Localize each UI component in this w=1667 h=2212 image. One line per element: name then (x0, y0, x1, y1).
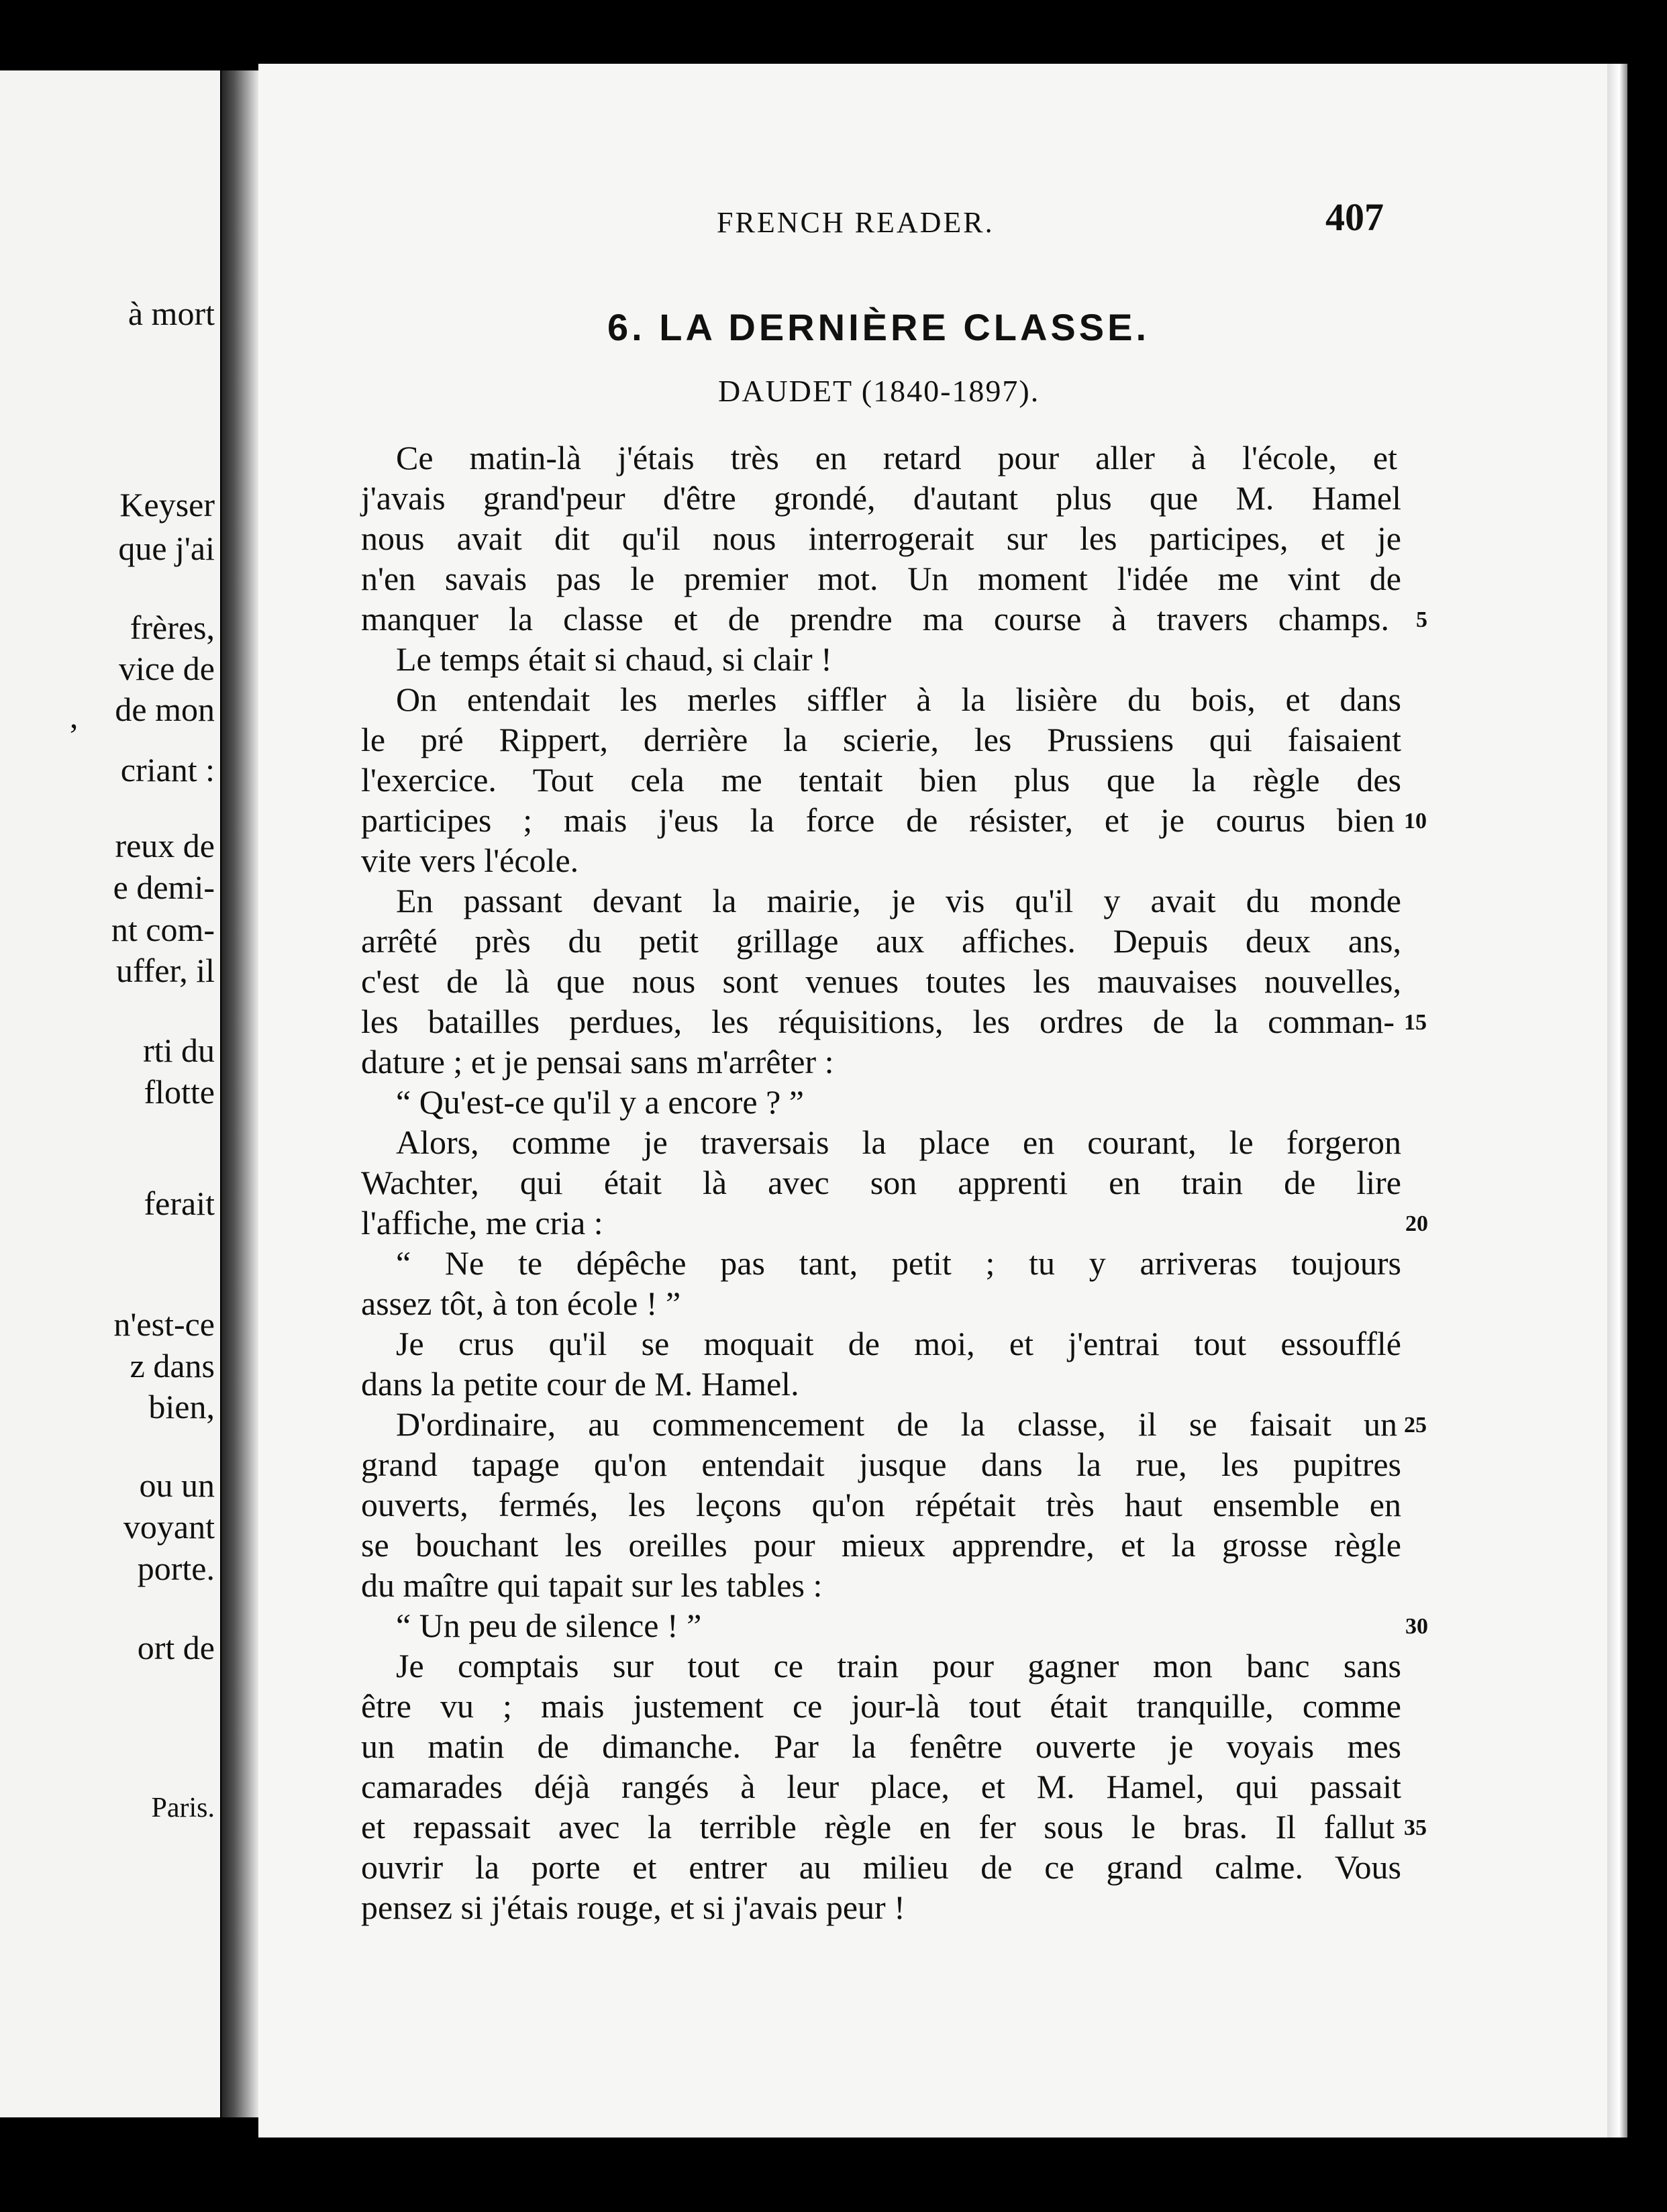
chapter-title: 6. LA DERNIÈRE CLASSE. (607, 306, 1150, 348)
text-line: être vu ; mais justement ce jour-là tout était tranquille, comme (361, 1687, 1401, 1725)
left-page-fragment: frères, (130, 609, 215, 646)
text-line: En passant devant la mairie, je vis qu'il y avait du monde (396, 882, 1401, 919)
page-edge (1607, 64, 1627, 2138)
line-number: 25 (1404, 1413, 1427, 1438)
line-number: 20 (1405, 1211, 1428, 1236)
text-line: pensez si j'étais rouge, et si j'avais peur ! (361, 1889, 905, 1926)
left-page-fragment: de mon (115, 691, 215, 728)
text-line: assez tôt, à ton école ! ” (361, 1285, 681, 1322)
book-gutter (221, 70, 258, 2117)
text-line: se bouchant les oreilles pour mieux apprendre, et la grosse règle (361, 1526, 1401, 1564)
text-line: dans la petite cour de M. Hamel. (361, 1365, 799, 1403)
left-page-fragment: voyant (123, 1508, 215, 1546)
left-page-fragment: que j'ai (118, 530, 215, 567)
left-page-fragment: e demi- (113, 868, 215, 906)
left-page-fragment: criant : (120, 751, 215, 789)
left-page-fragment: porte. (137, 1550, 215, 1587)
left-page-fragment: nt com- (111, 911, 215, 948)
text-line: On entendait les merles siffler à la lisière du bois, et dans (396, 681, 1401, 718)
left-page-fragment: rti du (143, 1032, 215, 1069)
text-line: “ Ne te dépêche pas tant, petit ; tu y arriveras toujours (396, 1244, 1401, 1282)
line-number: 30 (1405, 1614, 1428, 1639)
text-line: n'en savais pas le premier mot. Un moment l'idée me vint de (361, 560, 1401, 597)
text-line: Ce matin-là j'étais très en retard pour aller à l'école, et (396, 439, 1397, 476)
text-line: arrêté près du petit grillage aux affiches. Depuis deux ans, (361, 922, 1401, 960)
left-page-fragment: vice de (119, 650, 215, 687)
text-line: “ Un peu de silence ! ” (396, 1607, 702, 1644)
text-line: manquer la classe et de prendre ma course à travers champs. (361, 600, 1389, 638)
line-number: 10 (1404, 809, 1427, 834)
running-header: FRENCH READER. (717, 206, 995, 239)
text-line: l'affiche, me cria : (361, 1204, 603, 1242)
text-line: un matin de dimanche. Par la fenêtre ouverte je voyais mes (361, 1727, 1401, 1765)
text-line: vite vers l'école. (361, 842, 579, 879)
text-line: “ Qu'est-ce qu'il y a encore ? ” (396, 1083, 804, 1121)
left-page-fragment: à mort (128, 295, 215, 332)
text-line: nous avait dit qu'il nous interrogerait sur les participes, et je (361, 519, 1401, 557)
text-line: ouvrir la porte et entrer au milieu de ce grand calme. Vous (361, 1848, 1401, 1886)
left-page-fragment: bien, (148, 1388, 215, 1425)
text-line: Je comptais sur tout ce train pour gagner mon banc sans (396, 1647, 1401, 1685)
left-page-fragment: n'est-ce (113, 1305, 215, 1343)
text-line: Wachter, qui était là avec son apprenti en train de lire (361, 1164, 1401, 1201)
left-page-fragment: flotte (144, 1073, 215, 1111)
text-line: Je crus qu'il se moquait de moi, et j'entrai tout essoufflé (396, 1325, 1401, 1362)
line-number: 35 (1404, 1815, 1427, 1840)
line-number: 5 (1416, 607, 1427, 632)
left-page-fragment: uffer, il (115, 952, 215, 989)
left-page-fragment: reux de (115, 827, 215, 864)
text-line: du maître qui tapait sur les tables : (361, 1566, 823, 1604)
line-number: 15 (1404, 1010, 1427, 1035)
text-line: j'avais grand'peur d'être grondé, d'autant plus que M. Hamel (361, 479, 1401, 517)
text-line: dature ; et je pensai sans m'arrêter : (361, 1043, 834, 1080)
text-line: Alors, comme je traversais la place en courant, le forgeron (396, 1123, 1401, 1161)
left-page-fragment: ort de (137, 1629, 215, 1666)
text-line: l'exercice. Tout cela me tentait bien plus que la règle des (361, 761, 1401, 799)
text-line: et repassait avec la terrible règle en fer sous le bras. Il fallut (361, 1808, 1395, 1846)
text-line: les batailles perdues, les réquisitions, les ordres de la comman- (361, 1003, 1395, 1040)
text-line: participes ; mais j'eus la force de résister, et je courus bien (361, 801, 1395, 839)
left-page-fragment: ferait (144, 1185, 215, 1222)
left-page-fragment: ou un (139, 1466, 215, 1504)
text-line: Le temps était si chaud, si clair ! (396, 640, 832, 678)
left-page-fragment: Keyser (119, 486, 215, 523)
text-line: camarades déjà rangés à leur place, et M. Hamel, qui passait (361, 1768, 1401, 1805)
text-line: D'ordinaire, au commencement de la classe, il se faisait un (396, 1405, 1397, 1443)
left-page-fragment: ’ (68, 716, 79, 754)
chapter-byline: DAUDET (1840-1897). (718, 374, 1040, 408)
text-line: ouverts, fermés, les leçons qu'on répétait très haut ensemble en (361, 1486, 1401, 1523)
text-line: c'est de là que nous sont venues toutes les mauvaises nouvelles, (361, 962, 1401, 1000)
text-line: grand tapage qu'on entendait jusque dans la rue, les pupitres (361, 1446, 1401, 1483)
left-page-fragment: Paris. (151, 1793, 215, 1823)
left-page-fragment: z dans (130, 1347, 215, 1385)
left-facing-page (0, 70, 220, 2117)
text-line: le pré Rippert, derrière la scierie, les Prussiens qui faisaient (361, 721, 1401, 758)
page-number: 407 (1325, 195, 1384, 239)
